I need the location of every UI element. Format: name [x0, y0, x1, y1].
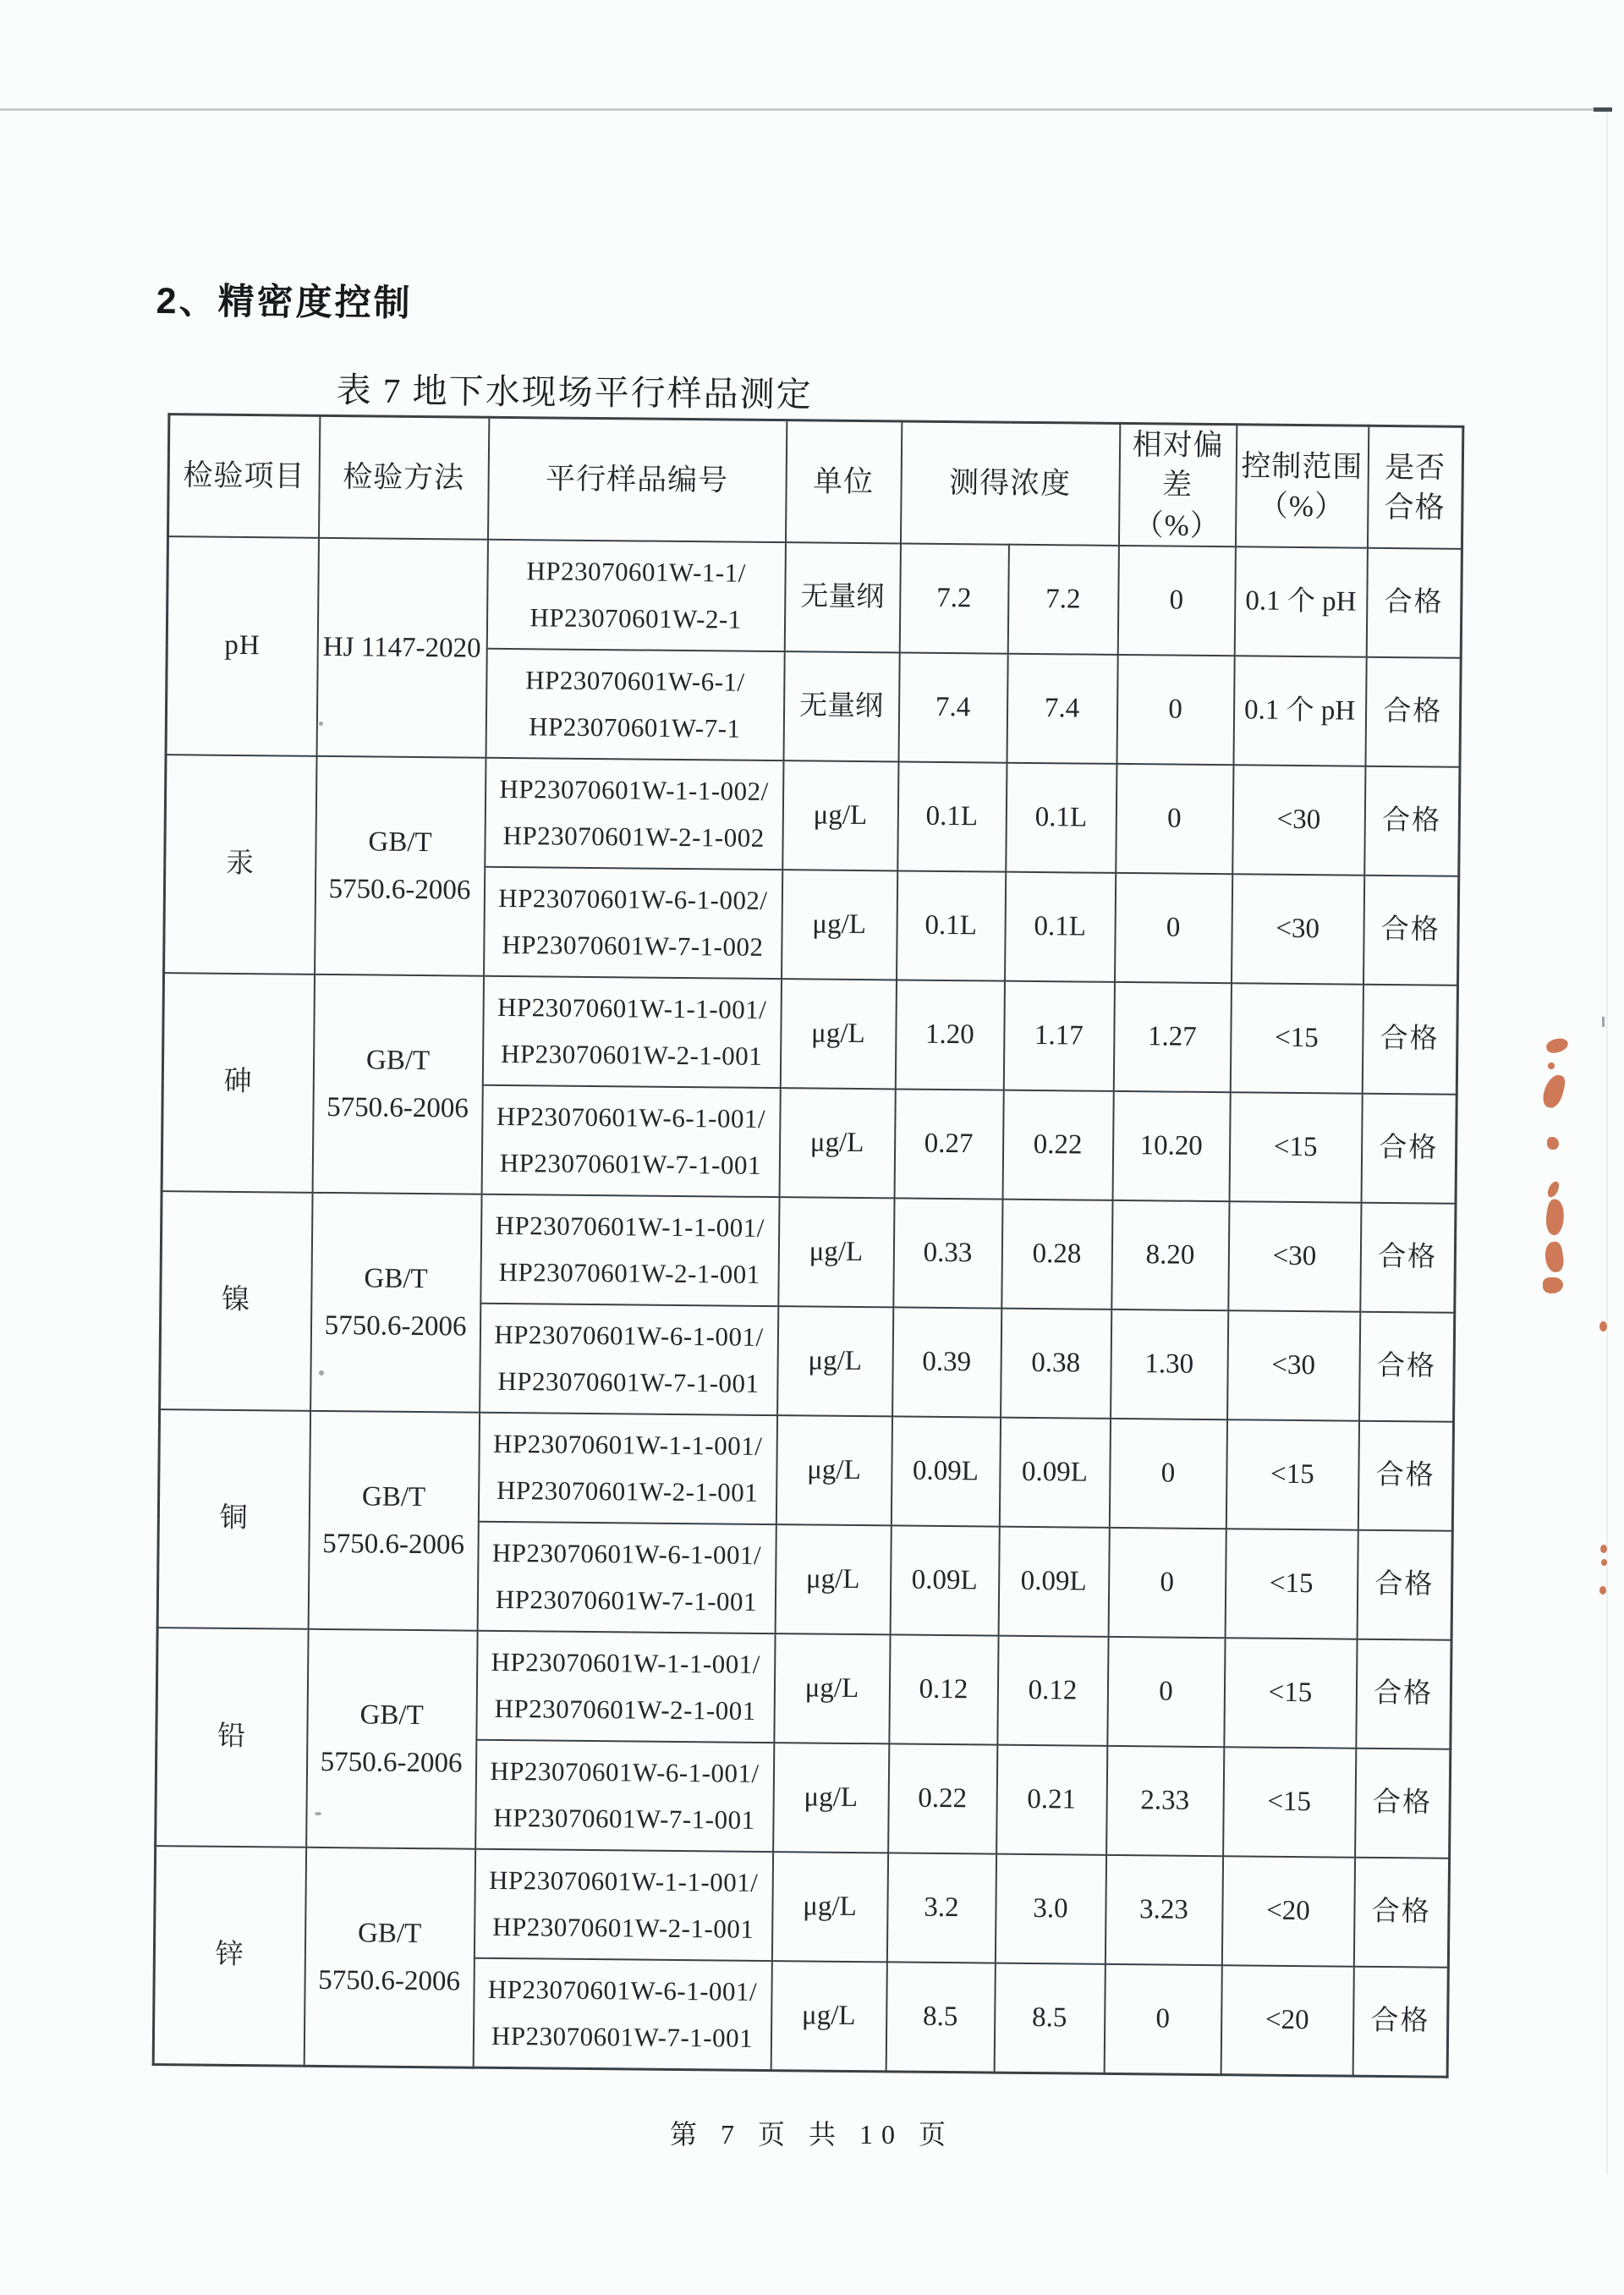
sample-id-line: HP23070601W-1-1-002/: [499, 773, 769, 807]
item-cell: pH: [166, 536, 318, 756]
sample-id-cell: [473, 1957, 771, 2070]
sample-id-line: HP23070601W-7-1-002: [502, 930, 764, 963]
scan-edge-line: [1606, 110, 1608, 2174]
deviation-cell: 0: [1104, 1964, 1221, 2075]
method-line: GB/T: [364, 1263, 428, 1294]
table-row: [167, 536, 1462, 658]
sample-id-line: HP23070601W-1-1-001/: [492, 1428, 763, 1462]
sample-id-cell: [481, 1084, 780, 1196]
range-cell: <30: [1227, 1310, 1360, 1420]
method-line: 5750.6-2006: [320, 1746, 463, 1779]
method-line: GB/T: [368, 826, 432, 858]
value-cell: 0.27: [894, 1089, 1003, 1199]
stamp-fragment: [1545, 1180, 1561, 1200]
sample-id-line: HP23070601W-6-1-001/: [491, 1537, 762, 1571]
method-cell: [310, 1193, 481, 1413]
value-cell: 0.39: [892, 1307, 1001, 1417]
result-cell: 合格: [1363, 875, 1459, 985]
stamp-rim-speck: [1599, 1586, 1606, 1595]
sample-id-line: HP23070601W-7-1-001: [499, 1148, 762, 1181]
item-cell: 铅: [156, 1628, 308, 1848]
top-rule-end-mark: [1594, 107, 1612, 112]
deviation-cell: 10.20: [1112, 1091, 1230, 1201]
range-cell: <15: [1229, 1092, 1362, 1202]
range-cell: 0.1 个 pH: [1233, 656, 1366, 766]
value-cell: 3.0: [995, 1853, 1106, 1963]
unit-cell: 无量纲: [784, 542, 900, 652]
table-row: [161, 1191, 1456, 1313]
sample-id-line: HP23070601W-6-1-001/: [496, 1101, 766, 1134]
sample-id-line: HP23070601W-7-1: [529, 711, 741, 744]
sample-id-line: HP23070601W-1-1-001/: [495, 1210, 765, 1244]
result-cell: 合格: [1364, 766, 1460, 876]
value-cell: 0.22: [888, 1743, 997, 1853]
value-cell: 7.4: [898, 652, 1007, 762]
range-cell: <15: [1223, 1747, 1356, 1857]
scan-speck: [319, 722, 323, 726]
value-cell: 7.4: [1007, 653, 1117, 763]
col-header-qualified: 是否 合格: [1367, 426, 1462, 548]
item-cell: 汞: [164, 755, 316, 975]
table-row: [162, 973, 1457, 1095]
col-header-concentration: 测得浓度: [900, 421, 1119, 546]
unit-cell: 无量纲: [783, 651, 899, 761]
unit-cell: μg/L: [774, 1633, 890, 1743]
range-cell: <15: [1225, 1529, 1358, 1639]
method-line: GB/T: [365, 1045, 431, 1076]
unit-cell: μg/L: [776, 1415, 892, 1525]
result-cell: 合格: [1352, 1966, 1448, 2077]
range-cell: <15: [1226, 1419, 1358, 1529]
sample-id-line: HP23070601W-2-1-001: [498, 1257, 760, 1290]
sample-id-line: HP23070601W-2-1-001: [491, 1912, 754, 1945]
scan-speck: [319, 1370, 324, 1375]
col-header-sample-id: 平行样品编号: [487, 417, 786, 542]
sample-id-cell: [476, 1630, 775, 1742]
sample-id-line: HP23070601W-1-1-001/: [488, 1864, 759, 1897]
range-cell: <20: [1221, 1965, 1353, 2076]
method-cell: [306, 1629, 477, 1849]
col-header-unit: 单位: [785, 420, 901, 544]
method-line: 5750.6-2006: [318, 1964, 461, 1997]
method-line: GB/T: [361, 1481, 426, 1513]
result-cell: 合格: [1356, 1639, 1451, 1749]
deviation-cell: 1.30: [1111, 1309, 1228, 1419]
result-cell: 合格: [1365, 656, 1461, 766]
value-cell: 8.5: [994, 1963, 1105, 2073]
unit-cell: μg/L: [777, 1306, 893, 1416]
stamp-rim-speck: [1599, 1321, 1607, 1331]
sample-id-cell: [486, 540, 785, 651]
method-line: 5750.6-2006: [322, 1528, 465, 1561]
result-cell: 合格: [1366, 548, 1462, 658]
unit-cell: μg/L: [771, 1961, 886, 2072]
table-header-row: [168, 415, 1463, 549]
stamp-fragment: [1543, 1277, 1563, 1293]
page-number: 第 7 页 共 10 页: [669, 2119, 954, 2150]
method-cell: [312, 975, 483, 1194]
section-heading: 2、精密度控制: [156, 280, 413, 324]
sample-id-line: HP23070601W-7-1-001: [497, 1366, 760, 1399]
stamp-fragment: [1547, 1137, 1559, 1150]
sample-id-cell: [475, 1739, 774, 1851]
sample-id-line: HP23070601W-1-1-001/: [497, 991, 767, 1025]
value-cell: 0.38: [1001, 1308, 1111, 1418]
method-line: 5750.6-2006: [324, 1309, 467, 1342]
value-cell: 0.1L: [897, 870, 1006, 980]
sample-id-cell: [486, 649, 784, 760]
sample-id-line: HP23070601W-2-1-001: [494, 1694, 756, 1727]
item-cell: 镍: [160, 1191, 312, 1411]
item-cell: 锌: [153, 1846, 305, 2066]
unit-cell: μg/L: [778, 1197, 894, 1307]
sample-id-line: HP23070601W-6-1-001/: [487, 1974, 758, 2007]
deviation-cell: 0: [1108, 1528, 1226, 1638]
result-cell: 合格: [1353, 1857, 1449, 1967]
method-line: 5750.6-2006: [328, 873, 471, 906]
deviation-cell: 0: [1116, 764, 1233, 874]
tilted-scan-content: [140, 272, 1493, 2062]
parallel-sample-table: [152, 413, 1465, 2078]
range-cell: <20: [1221, 1856, 1354, 1966]
sample-id-line: HP23070601W-7-1-001: [493, 1803, 755, 1836]
deviation-cell: 0: [1109, 1419, 1226, 1529]
deviation-cell: 2.33: [1106, 1746, 1224, 1856]
sample-id-cell: [474, 1848, 772, 1960]
range-cell: <30: [1232, 765, 1365, 875]
value-cell: 3.2: [886, 1853, 996, 1963]
stamp-fragment: [1540, 1073, 1566, 1110]
deviation-cell: 3.23: [1105, 1855, 1222, 1965]
sample-id-line: HP23070601W-7-1-001: [491, 2021, 754, 2054]
method-line: GB/T: [359, 1699, 424, 1731]
scan-tick-mark: [1602, 1017, 1605, 1027]
scan-speck: [315, 1812, 321, 1815]
deviation-cell: 8.20: [1111, 1200, 1229, 1310]
stamp-fragment: [1548, 1062, 1555, 1069]
value-cell: 0.1L: [897, 761, 1007, 871]
result-cell: 合格: [1358, 1420, 1453, 1530]
sample-id-cell: [484, 867, 782, 979]
table-row: [158, 1409, 1453, 1531]
sample-id-line: HP23070601W-6-1-001/: [490, 1755, 760, 1788]
deviation-cell: 0: [1116, 655, 1234, 765]
table-row: [156, 1628, 1451, 1749]
result-cell: 合格: [1360, 1202, 1456, 1312]
unit-cell: μg/L: [771, 1852, 887, 1962]
sample-id-line: HP23070601W-2-1-001: [500, 1039, 763, 1072]
sample-id-line: HP23070601W-6-1-002/: [498, 882, 768, 916]
deviation-cell: 1.27: [1113, 982, 1231, 1092]
item-cell: 铜: [157, 1409, 310, 1629]
range-cell: <30: [1228, 1201, 1361, 1311]
col-header-relative-deviation: 相对偏差 （%）: [1118, 423, 1236, 546]
result-cell: 合格: [1362, 984, 1457, 1094]
col-header-method: 检验方法: [318, 415, 488, 539]
value-cell: 0.21: [996, 1744, 1107, 1854]
method-line: 5750.6-2006: [326, 1091, 469, 1124]
deviation-cell: 0: [1115, 873, 1232, 983]
value-cell: 8.5: [886, 1962, 995, 2073]
stamp-rim-speck: [1601, 1559, 1607, 1566]
deviation-cell: 0: [1117, 546, 1235, 656]
sample-id-line: HP23070601W-2-1-002: [502, 821, 765, 854]
value-cell: 0.1L: [1005, 871, 1116, 981]
sample-id-cell: [480, 1194, 779, 1305]
value-cell: 0.22: [1002, 1090, 1113, 1200]
method-cell: [315, 756, 486, 976]
stamp-fragment: [1544, 1199, 1566, 1237]
col-header-item: 检验项目: [168, 415, 320, 538]
unit-cell: μg/L: [780, 979, 896, 1089]
range-cell: <15: [1230, 983, 1363, 1093]
method-line: GB/T: [357, 1918, 422, 1949]
sample-id-cell: [478, 1412, 776, 1524]
range-cell: <15: [1224, 1638, 1357, 1748]
unit-cell: μg/L: [773, 1743, 889, 1853]
table-row: [165, 755, 1460, 876]
stamp-fragment: [1544, 1035, 1570, 1055]
sample-id-cell: [482, 975, 781, 1087]
unit-cell: μg/L: [782, 760, 898, 870]
unit-cell: μg/L: [779, 1088, 895, 1198]
sample-id-cell: [485, 758, 783, 870]
result-cell: 合格: [1361, 1093, 1457, 1203]
value-cell: 0.28: [1001, 1199, 1112, 1309]
value-cell: 0.12: [997, 1635, 1108, 1745]
col-header-control-range: 控制范围 （%）: [1235, 425, 1368, 548]
sample-id-line: HP23070601W-6-1-001/: [494, 1319, 764, 1353]
stamp-rim-speck: [1600, 1545, 1607, 1553]
result-cell: 合格: [1357, 1529, 1452, 1639]
item-cell: 砷: [162, 973, 314, 1193]
deviation-cell: 0: [1107, 1637, 1225, 1747]
sample-id-line: HP23070601W-1-1-001/: [491, 1646, 761, 1680]
sample-id-line: HP23070601W-1-1/: [526, 556, 747, 588]
value-cell: 7.2: [899, 543, 1008, 653]
value-cell: 0.12: [889, 1634, 998, 1744]
value-cell: 0.09L: [891, 1416, 1000, 1526]
value-cell: 0.09L: [890, 1525, 999, 1635]
range-cell: <30: [1232, 874, 1364, 984]
method-line: HJ 1147-2020: [322, 631, 481, 664]
result-cell: 合格: [1355, 1748, 1451, 1858]
unit-cell: μg/L: [782, 870, 897, 980]
range-cell: 0.1 个 pH: [1234, 546, 1367, 656]
method-cell: [316, 538, 487, 758]
sample-id-line: HP23070601W-6-1/: [525, 665, 745, 697]
sample-id-cell: [477, 1521, 776, 1633]
table-title: 表 7 地下水现场平行样品测定: [336, 371, 813, 415]
sample-id-line: HP23070601W-2-1-001: [496, 1475, 759, 1508]
value-cell: 0.33: [893, 1198, 1002, 1308]
top-rule-line: [0, 108, 1595, 111]
sample-id-cell: [480, 1303, 778, 1414]
method-cell: [304, 1848, 475, 2067]
table-row: [154, 1846, 1449, 1968]
value-cell: 1.20: [895, 980, 1004, 1090]
sample-id-line: HP23070601W-7-1-001: [495, 1584, 758, 1617]
value-cell: 0.09L: [998, 1526, 1109, 1636]
value-cell: 7.2: [1007, 544, 1118, 654]
method-cell: [308, 1411, 479, 1631]
value-cell: 1.17: [1003, 980, 1114, 1090]
result-cell: 合格: [1359, 1311, 1455, 1421]
value-cell: 0.1L: [1006, 762, 1116, 872]
sample-id-line: HP23070601W-2-1: [529, 602, 742, 634]
unit-cell: μg/L: [775, 1524, 891, 1634]
value-cell: 0.09L: [999, 1417, 1110, 1527]
stamp-fragment: [1544, 1241, 1566, 1274]
